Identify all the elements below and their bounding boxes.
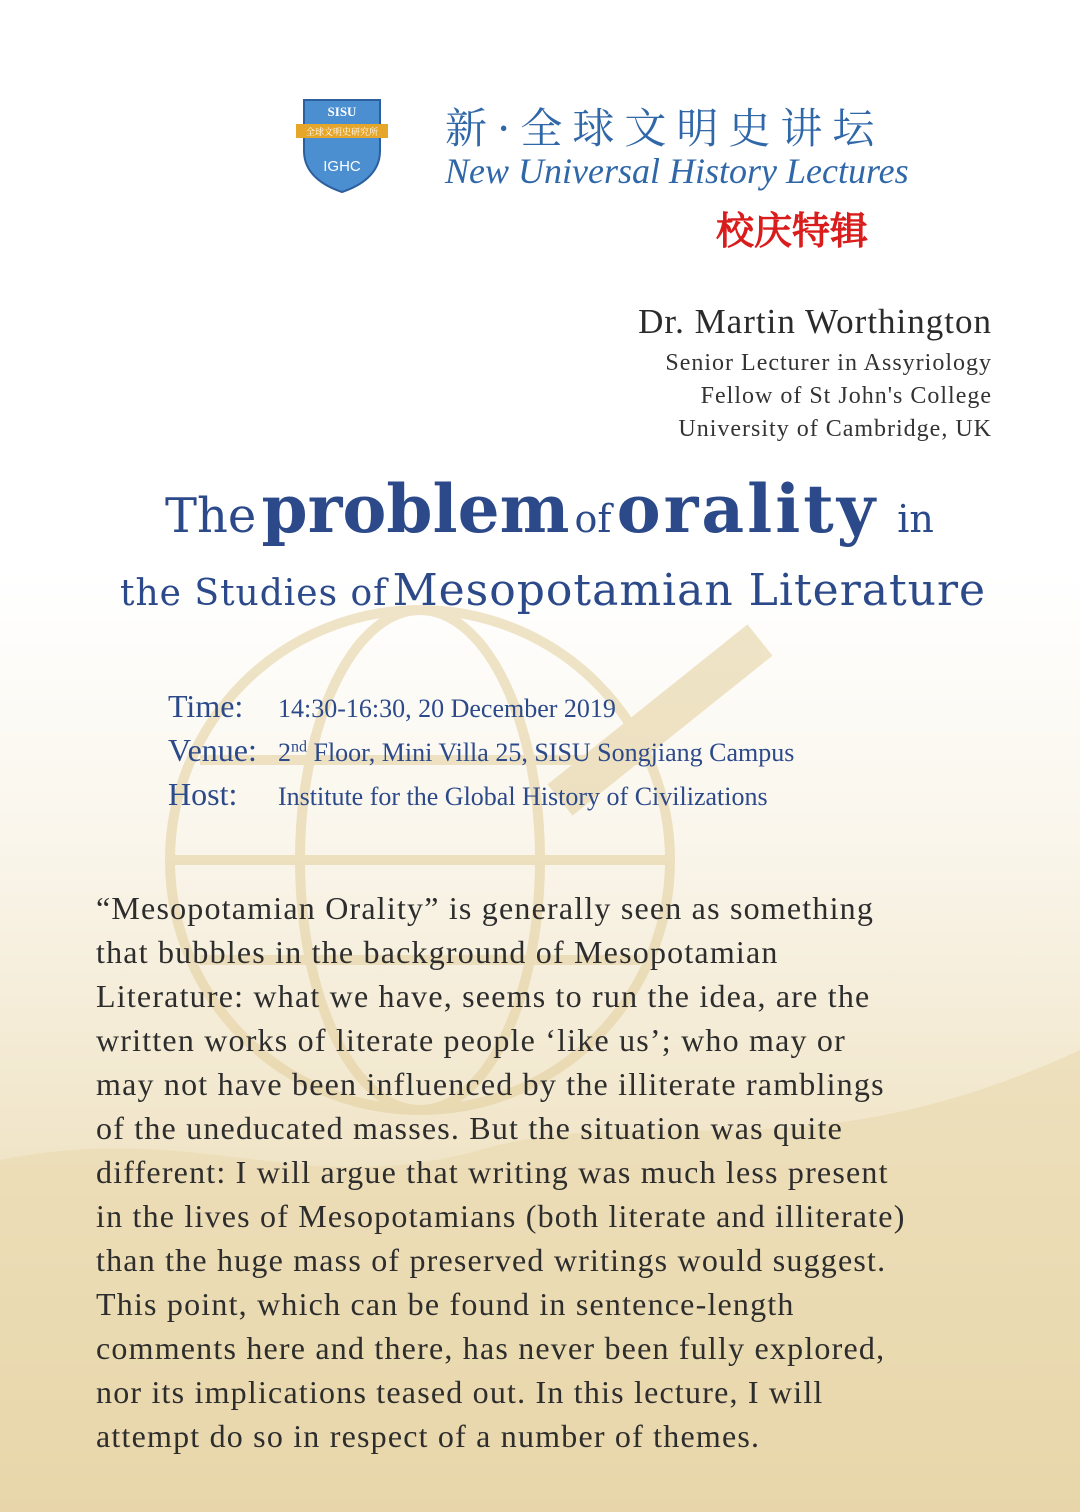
speaker-name: Dr. Martin Worthington <box>638 302 992 341</box>
speaker-affiliation: University of Cambridge, UK <box>678 416 992 442</box>
abstract-line: attempt do so in respect of a number of themes. <box>96 1418 761 1454</box>
abstract-line: This point, which can be found in sentence-length <box>96 1286 795 1322</box>
abstract-line: in the lives of Mesopotamians (both literate and illiterate) <box>96 1198 906 1234</box>
venue-row <box>168 732 794 769</box>
series-title-english: New Universal History Lectures <box>445 151 909 191</box>
time-label: Time: <box>168 688 244 724</box>
title-word: problem <box>261 470 570 548</box>
abstract-line: that bubbles in the background of Mesopotamian <box>96 934 779 970</box>
abstract <box>96 886 906 1458</box>
abstract-line: different: I will argue that writing was much less present <box>96 1154 889 1190</box>
title-word: the Studies of <box>120 573 388 614</box>
title-word: orality <box>616 470 879 548</box>
title-word: in <box>897 497 934 541</box>
abstract-line: comments here and there, has never been fully explored, <box>96 1330 886 1366</box>
host-value: Institute for the Global History of Civilizations <box>278 782 768 811</box>
sisu-ighc-logo <box>296 96 388 196</box>
speaker-affiliation: Fellow of St John's College <box>700 383 992 409</box>
abstract-line: than the huge mass of preserved writings would suggest. <box>96 1242 887 1278</box>
lecture-title-line1 <box>165 470 934 548</box>
venue-value: Floor, Mini Villa 25, SISU Songjiang Campus <box>307 738 795 767</box>
svg-text:IGHC: IGHC <box>323 158 361 175</box>
anniversary-special-label: 校庆特辑 <box>716 208 869 253</box>
series-title-chinese: 新·全球文明史讲坛 <box>445 104 885 153</box>
svg-text:全球文明史研究所: 全球文明史研究所 <box>305 128 379 138</box>
abstract-line: Literature: what we have, seems to run the idea, are the <box>96 978 871 1014</box>
abstract-line: “Mesopotamian Orality” is generally seen as something <box>96 890 875 926</box>
lecture-title-line2 <box>120 565 986 616</box>
venue-ordinal-suffix: nd <box>291 738 307 756</box>
title-word: Mesopotamian Literature <box>392 565 987 616</box>
host-row <box>168 776 768 813</box>
abstract-line: nor its implications teased out. In this lecture, I will <box>96 1374 824 1410</box>
svg-text:SISU: SISU <box>327 104 357 119</box>
title-word: of <box>574 497 612 541</box>
host-label: Host: <box>168 776 238 812</box>
title-word: The <box>165 488 257 544</box>
venue-ordinal: 2 <box>278 738 291 767</box>
speaker-affiliation: Senior Lecturer in Assyriology <box>665 350 992 376</box>
abstract-line: of the uneducated masses. But the situation was quite <box>96 1110 844 1146</box>
time-value: 14:30-16:30, 20 December 2019 <box>278 694 616 723</box>
time-row <box>168 688 616 725</box>
venue-label: Venue: <box>168 732 257 768</box>
abstract-line: may not have been influenced by the illiterate ramblings <box>96 1066 885 1102</box>
abstract-line: written works of literate people ‘like us’; who may or <box>96 1022 846 1058</box>
